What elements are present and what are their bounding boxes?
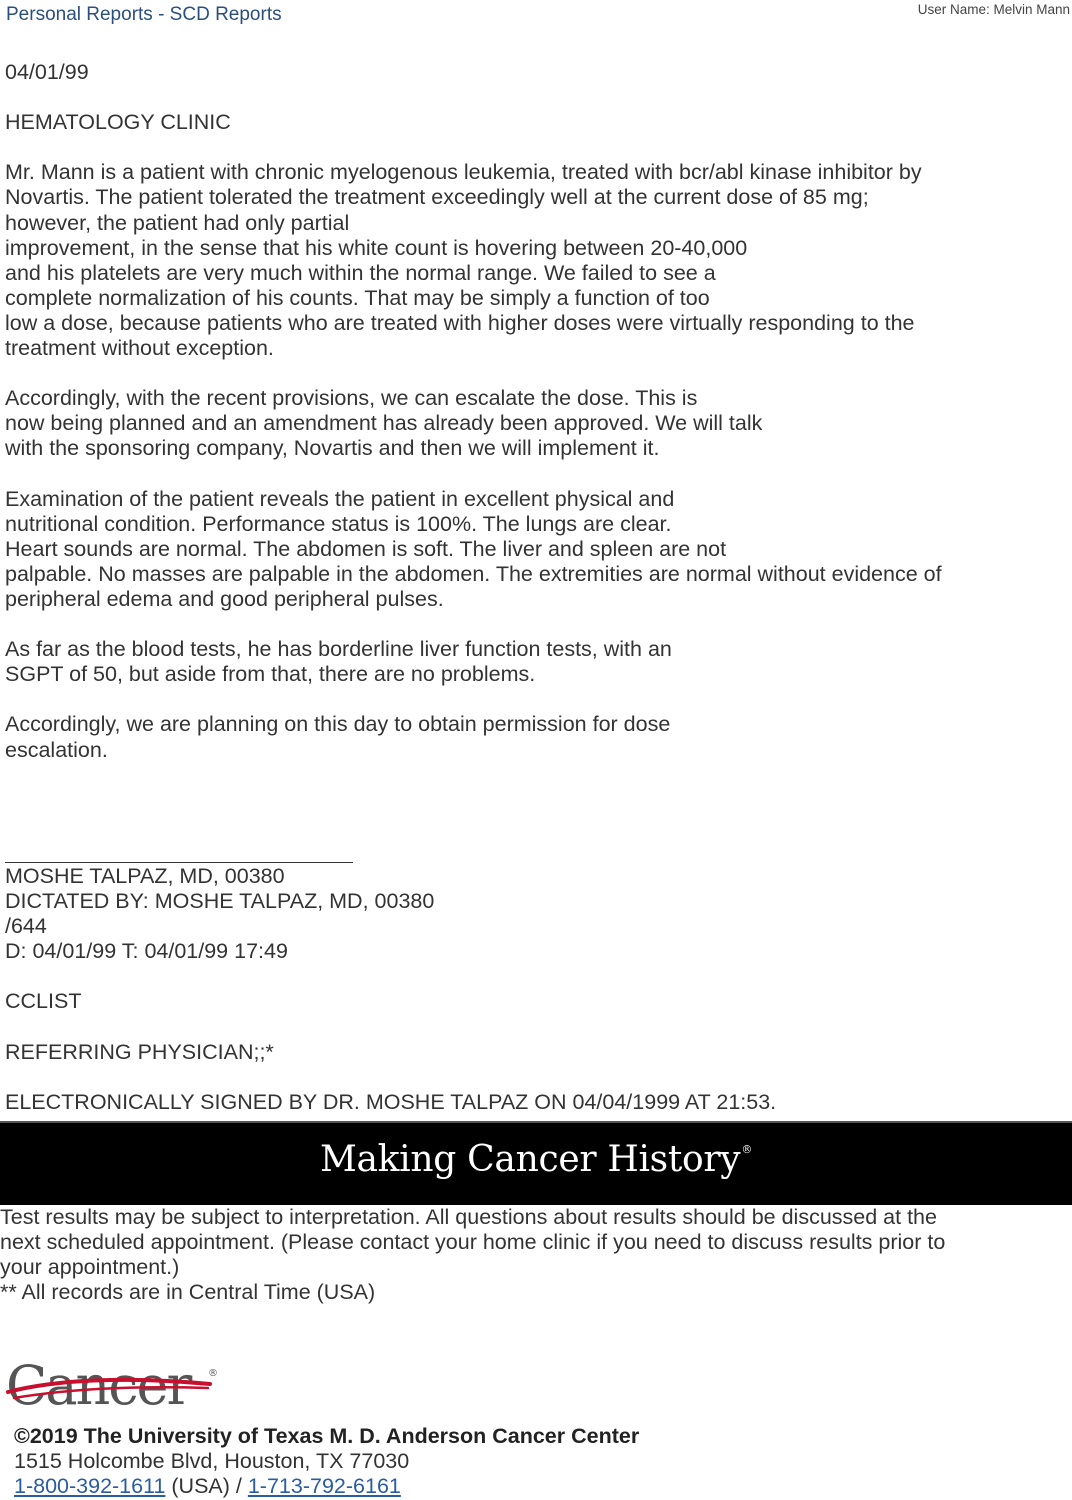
referring-physician: REFERRING PHYSICIAN;;* [5,1039,274,1064]
transcription-code: /644 [5,914,47,939]
signature-line [5,838,353,863]
text-line: treatment without exception. [5,336,274,361]
footer [14,1424,639,1499]
copyright: ©2019 The University of Texas M. D. Anderson Cancer Center [14,1424,640,1448]
user-name: User Name: Melvin Mann [917,2,1070,17]
text-line: improvement, in the sense that his white count is hovering between 20-40,000 [5,235,748,260]
disclaimer [0,1205,1070,1305]
text-line: however, the patient had only partial [5,210,350,235]
text-line: Heart sounds are normal. The abdomen is soft. The liver and spleen are not [5,536,727,561]
timezone-note: ** All records are in Central Time (USA) [0,1280,376,1304]
text-line: Accordingly, with the recent provisions, we can escalate the dose. This is [5,386,698,411]
text-line: low a dose, because patients who are treated with higher doses were virtually responding to the [5,310,915,335]
paragraph-examination [5,487,1067,612]
phone-link-intl[interactable]: 1-713-792-6161 [247,1474,401,1498]
report-body [5,60,1067,1115]
text-line: nutritional condition. Performance status is 100%. The lungs are clear. [5,511,672,536]
address: 1515 Holcombe Blvd, Houston, TX 77030 [14,1449,410,1473]
phone-link-usa[interactable]: 1-800-392-1611 [14,1474,166,1498]
paragraph-blood-tests [5,637,1067,687]
brand-banner [0,1121,1072,1205]
cancer-logo-mark [4,1352,224,1416]
paragraph-dose-escalation [5,386,1067,461]
banner-tagline: Making Cancer History® [319,1139,753,1180]
report-date: 04/01/99 [5,60,89,84]
disclaimer-line: next scheduled appointment. (Please contact your home clinic if you need to discuss results prior to [0,1230,946,1254]
dictated-by: DICTATED BY: MOSHE TALPAZ, MD, 00380 [5,889,435,913]
paragraph-treatment [5,160,1067,361]
text-line: palpable. No masses are palpable in the abdomen. The extremities are normal without evidence of [5,561,942,586]
top-bar [0,0,1072,36]
cancer-logo [4,1352,224,1416]
logo-word: Cancer [6,1354,191,1416]
signature-block [5,838,1067,964]
text-line: with the sponsoring company, Novartis and then we will implement it. [5,436,660,461]
disclaimer-line: your appointment.) [0,1255,180,1279]
text-line: As far as the blood tests, he has borderline liver function tests, with an [5,637,672,662]
clinic-name: HEMATOLOGY CLINIC [5,110,231,135]
paragraph-plan [5,712,1067,762]
logo-registered-mark: ® [208,1368,218,1379]
text-line: escalation. [5,737,108,762]
disclaimer-line: Test results may be subject to interpretation. All questions about results should be discussed at the [0,1205,937,1229]
cc-list: CCLIST [5,989,82,1014]
registered-mark: ® [741,1143,753,1156]
phone-numbers [14,1474,639,1499]
text-line: complete normalization of his counts. That may be simply a function of too [5,285,710,310]
text-line: now being planned and an amendment has already been approved. We will talk [5,411,763,436]
dictation-dates: D: 04/01/99 T: 04/01/99 17:49 [5,939,288,964]
text-line: Mr. Mann is a patient with chronic myelogenous leukemia, treated with bcr/abl kinase inhibitor by [5,160,922,185]
text-line: Novartis. The patient tolerated the treatment exceedingly well at the current dose of 85 mg; [5,185,869,210]
signer-name: MOSHE TALPAZ, MD, 00380 [5,863,285,888]
text-line: Accordingly, we are planning on this day to obtain permission for dose [5,712,671,737]
phone-separator: (USA) / [165,1474,248,1498]
breadcrumb[interactable]: Personal Reports - SCD Reports [6,4,282,25]
text-line: and his platelets are very much within the normal range. We failed to see a [5,260,716,285]
text-line: SGPT of 50, but aside from that, there are no problems. [5,662,536,687]
electronic-signature: ELECTRONICALLY SIGNED BY DR. MOSHE TALPAZ ON 04/04/1999 AT 21:53. [5,1089,777,1114]
text-line: Examination of the patient reveals the patient in excellent physical and [5,486,675,511]
text-line: peripheral edema and good peripheral pulses. [5,586,444,611]
